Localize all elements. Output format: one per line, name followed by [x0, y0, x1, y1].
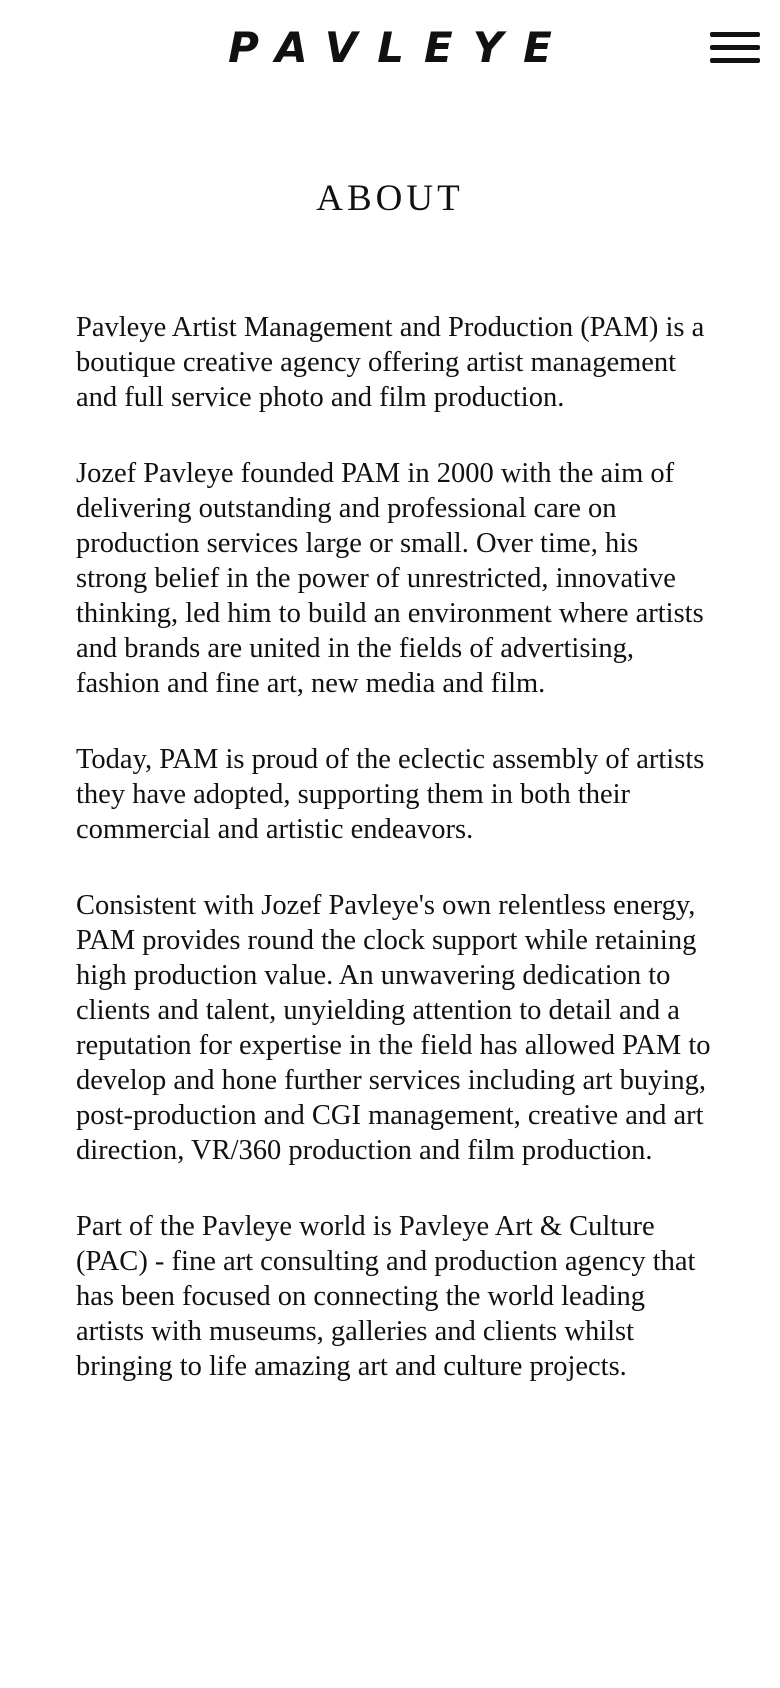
- about-content: [76, 310, 712, 1425]
- page-title: ABOUT: [316, 178, 464, 219]
- site-logo[interactable]: PAVLEYE: [228, 23, 572, 72]
- menu-line: [710, 32, 760, 37]
- site-header: [0, 0, 780, 100]
- menu-line: [710, 45, 760, 50]
- about-paragraph-3: Today, PAM is proud of the eclectic assembly of artists they have adopted, supporting them in both their commercial and artistic endeavors.: [76, 744, 705, 845]
- menu-line: [710, 58, 760, 63]
- about-paragraph-2: Jozef Pavleye founded PAM in 2000 with the aim of delivering outstanding and professional care on production services large or small. Over time, his strong belief in the power of unrestricted, innovative thinking, led him to build an environment where artists and brands are united in the fields of advertising, fashion and fine art, new media and film.: [76, 458, 704, 699]
- hamburger-menu-icon[interactable]: [710, 30, 760, 66]
- about-paragraph-1: Pavleye Artist Management and Production (PAM) is a boutique creative agency offering artist management and full service photo and film production.: [76, 312, 705, 413]
- about-paragraph-5: Part of the Pavleye world is Pavleye Art & Culture (PAC) - fine art consulting and production agency that has been focused on connecting the world leading artists with museums, galleries and clients whilst bringing to life amazing art and culture projects.: [76, 1211, 696, 1382]
- about-paragraph-4: Consistent with Jozef Pavleye's own relentless energy, PAM provides round the clock support while retaining high production value. An unwavering dedication to clients and talent, unyielding attention to detail and a reputation for expertise in the field has allowed PAM to develop and hone further services including art buying, post-production and CGI management, creative and art direction, VR/360 production and film production.: [76, 890, 711, 1166]
